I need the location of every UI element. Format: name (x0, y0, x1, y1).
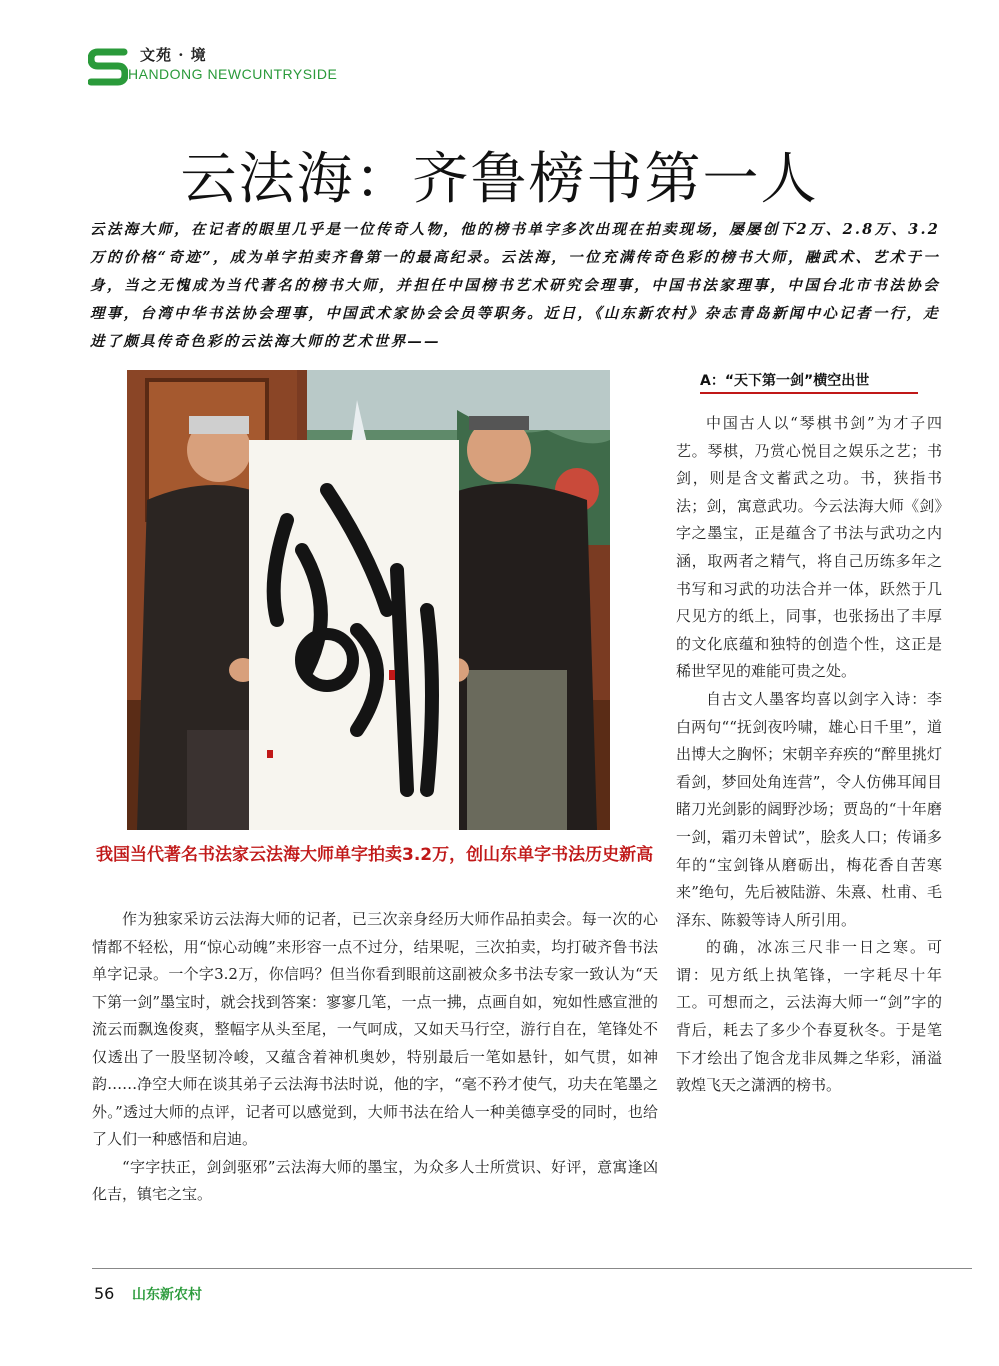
magazine-logo-s-icon (88, 48, 128, 86)
right-paragraph: 自古文人墨客均喜以剑字入诗：李白两句““抚剑夜吟啸，雄心日千里”，道出博大之胸怀；宋朝辛弃疾的“醉里挑灯看剑，梦回处角连营”，令人仿佛耳闻目睹刀光剑影的阔野沙场；贾岛的“十年磨一剑，霜刃未曾试”，脍炙人口；传诵多年的“宝剑锋从磨砺出，梅花香自苦寒来”绝句，先后被陆游、朱熹、杜甫、毛泽东、陈毅等诗人所引用。 (676, 689, 942, 929)
photo-caption: 我国当代著名书法家云法海大师单字拍卖3.2万，创山东单字书法历史新高 (96, 845, 654, 865)
page-number: 56 (94, 1284, 115, 1303)
right-paragraph: 的确，冰冻三尺非一日之寒。可谓：见方纸上执笔锋，一字耗尽十年工。可想而之，云法海大师一“剑”字的背后，耗去了多少个春夏秋冬。于是笔下才绘出了饱含龙非凤舞之华彩，涌溢敦煌飞天之潇洒的榜书。 (676, 938, 942, 1095)
footer-divider (92, 1268, 972, 1269)
article-title: 云法海：齐鲁榜书第一人 (180, 147, 819, 212)
article-photo (127, 370, 610, 830)
section-heading-underline (700, 392, 918, 394)
article-intro: 云法海大师，在记者的眼里几乎是一位传奇人物，他的榜书单字多次出现在拍卖现场，屡屡创下2万、2.8万、3.2万的价格“奇迹”，成为单字拍卖齐鲁第一的最高纪录。云法海，一位充满传奇色彩的榜书大师，融武术、艺术于一身，当之无愧成为当代著名的榜书大师，并担任中国榜书艺术研究会理事，中国书法家理事，中国台北市书法协会理事，台湾中华书法协会理事，中国武术家协会会员等职务。近日，《山东新农村》杂志青岛新闻中心记者一行，走进了颇具传奇色彩的云法海大师的艺术世界—— (90, 221, 940, 350)
right-paragraph: 中国古人以“琴棋书剑”为才子四艺。琴棋，乃赏心悦目之娱乐之艺；书剑，则是含文蓄武之功。书，狭指书法；剑，寓意武功。今云法海大师《剑》字之墨宝，正是蕴含了书法与武功之内涵，取两者之精气，将自己历练多年之书写和习武的功法合并一体，跃然于几尺见方的纸上，同事，也张扬出了丰厚的文化底蕴和独特的创造个性，这正是稀世罕见的难能可贵之处。 (676, 414, 942, 681)
right-column-body (676, 410, 942, 1100)
left-paragraph: “字字扶正，剑剑驱邪”云法海大师的墨宝，为众多人士所赏识、好评，意寓逢凶化吉，镇宅之宝。 (92, 1157, 658, 1203)
footer-magazine-name: 山东新农村 (132, 1287, 202, 1303)
section-label: 文苑 · 境 (140, 46, 207, 64)
calligraphy-photo-illustration (127, 370, 610, 830)
left-column-body (92, 906, 658, 1209)
section-a-heading: A：“天下第一剑”横空出世 (700, 373, 870, 389)
magazine-english-name: HANDONG NEWCUNTRYSIDE (128, 66, 338, 82)
left-paragraph: 作为独家采访云法海大师的记者，已三次亲身经历大师作品拍卖会。每一次的心情都不轻松，用“惊心动魄”来形容一点不过分，结果呢，三次拍卖，均打破齐鲁书法单字记录。一个字3.2万，你信吗？但当你看到眼前这副被众多书法专家一致认为“天下第一剑”墨宝时，就会找到答案：寥寥几笔，一点一拂，点画自如，宛如性感宣泄的流云而飘逸俊爽，整幅字从头至尾，一气呵成，又如天马行空，游行自在，笔锋处不仅透出了一股坚韧冷峻，又蕴含着神机奥妙，特别最后一笔如悬针，如气贯，如神韵……净空大师在谈其弟子云法海书法时说，他的字，“毫不矜才使气，功夫在笔墨之外。”透过大师的点评，记者可以感觉到，大师书法在给人一种美德享受的同时，也给了人们一种感悟和启迪。 (92, 910, 658, 1148)
